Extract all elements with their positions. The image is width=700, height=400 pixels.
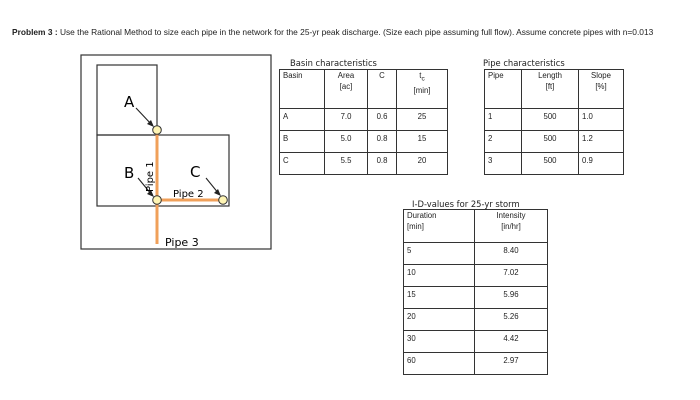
idf-table-row	[404, 287, 548, 309]
area-cell: 7.0	[325, 109, 368, 131]
c-cell: 0.6	[368, 109, 397, 131]
idf-table-row	[404, 331, 548, 353]
duration-cell: 10	[404, 265, 475, 287]
pipe-2-label: Pipe 2	[173, 189, 204, 200]
node-junction	[153, 196, 162, 205]
basin-label-c: C	[190, 163, 201, 181]
tc-col-header: $t_c$ [min]	[397, 70, 448, 109]
basin-cell: A	[280, 109, 325, 131]
runoff-coefficient-col-header: C	[368, 70, 397, 109]
basin-table-header-row	[280, 70, 448, 109]
tc-cell: 20	[397, 153, 448, 175]
intensity-cell: 2.97	[475, 353, 548, 375]
watershed-boundary	[81, 55, 271, 249]
basin-cell: C	[280, 153, 325, 175]
basin-table-row	[280, 109, 448, 131]
length-cell: 500	[522, 131, 579, 153]
idf-table-row	[404, 353, 548, 375]
basin-col-header: Basin	[280, 70, 325, 109]
pipe-cell: 1	[485, 109, 522, 131]
pipe-table-row	[485, 109, 624, 131]
problem-text: Use the Rational Method to size each pipe in the network for the 25-yr peak discharge. (Size each pipe assuming full flow). Assume concrete pipes with n=0.013	[59, 27, 654, 37]
idf-table-header-row	[404, 210, 548, 243]
basin-cell: B	[280, 131, 325, 153]
tc-cell: 15	[397, 131, 448, 153]
c-cell: 0.8	[368, 131, 397, 153]
problem-statement	[12, 27, 653, 37]
idf-table-caption: I-D-values for 25-yr storm	[412, 199, 520, 209]
pipe-1-label: Pipe 1	[145, 161, 156, 192]
duration-cell: 30	[404, 331, 475, 353]
basin-characteristics-table	[279, 69, 448, 175]
intensity-cell: 4.42	[475, 331, 548, 353]
pipe-3-label: Pipe 3	[165, 236, 199, 249]
slope-cell: 1.2	[579, 131, 624, 153]
idf-values-table	[403, 209, 548, 375]
c-cell: 0.8	[368, 153, 397, 175]
tc-cell: 25	[397, 109, 448, 131]
pipe-cell: 3	[485, 153, 522, 175]
intensity-cell: 7.02	[475, 265, 548, 287]
area-cell: 5.5	[325, 153, 368, 175]
pipe-table-header-row	[485, 70, 624, 109]
pipe-characteristics-table	[484, 69, 624, 175]
problem-label: Problem 3 :	[12, 27, 58, 37]
pipe-table-row	[485, 131, 624, 153]
idf-table-row	[404, 265, 548, 287]
slope-col-header: Slope [%]	[579, 70, 624, 109]
basin-table-row	[280, 131, 448, 153]
intensity-cell: 8.40	[475, 243, 548, 265]
pipe-col-header: Pipe	[485, 70, 522, 109]
basin-c-arrowhead	[214, 189, 221, 196]
idf-table-row	[404, 243, 548, 265]
duration-col-header: Duration [min]	[404, 210, 475, 243]
area-col-header: Area [ac]	[325, 70, 368, 109]
duration-cell: 5	[404, 243, 475, 265]
watershed-diagram	[80, 54, 272, 250]
intensity-cell: 5.26	[475, 309, 548, 331]
idf-table-row	[404, 309, 548, 331]
length-cell: 500	[522, 109, 579, 131]
duration-cell: 15	[404, 287, 475, 309]
length-col-header: Length [ft]	[522, 70, 579, 109]
basin-table-caption: Basin characteristics	[290, 58, 377, 68]
node-a-outlet	[153, 126, 162, 135]
length-cell: 500	[522, 153, 579, 175]
basin-label-a: A	[124, 93, 135, 111]
slope-cell: 0.9	[579, 153, 624, 175]
node-c-outlet	[219, 196, 228, 205]
intensity-col-header: Intensity [in/hr]	[475, 210, 548, 243]
slope-cell: 1.0	[579, 109, 624, 131]
intensity-cell: 5.96	[475, 287, 548, 309]
basin-label-b: B	[124, 164, 135, 182]
pipe-table-caption: Pipe characteristics	[483, 58, 565, 68]
basin-table-row	[280, 153, 448, 175]
duration-cell: 20	[404, 309, 475, 331]
pipe-cell: 2	[485, 131, 522, 153]
duration-cell: 60	[404, 353, 475, 375]
area-cell: 5.0	[325, 131, 368, 153]
pipe-table-row	[485, 153, 624, 175]
